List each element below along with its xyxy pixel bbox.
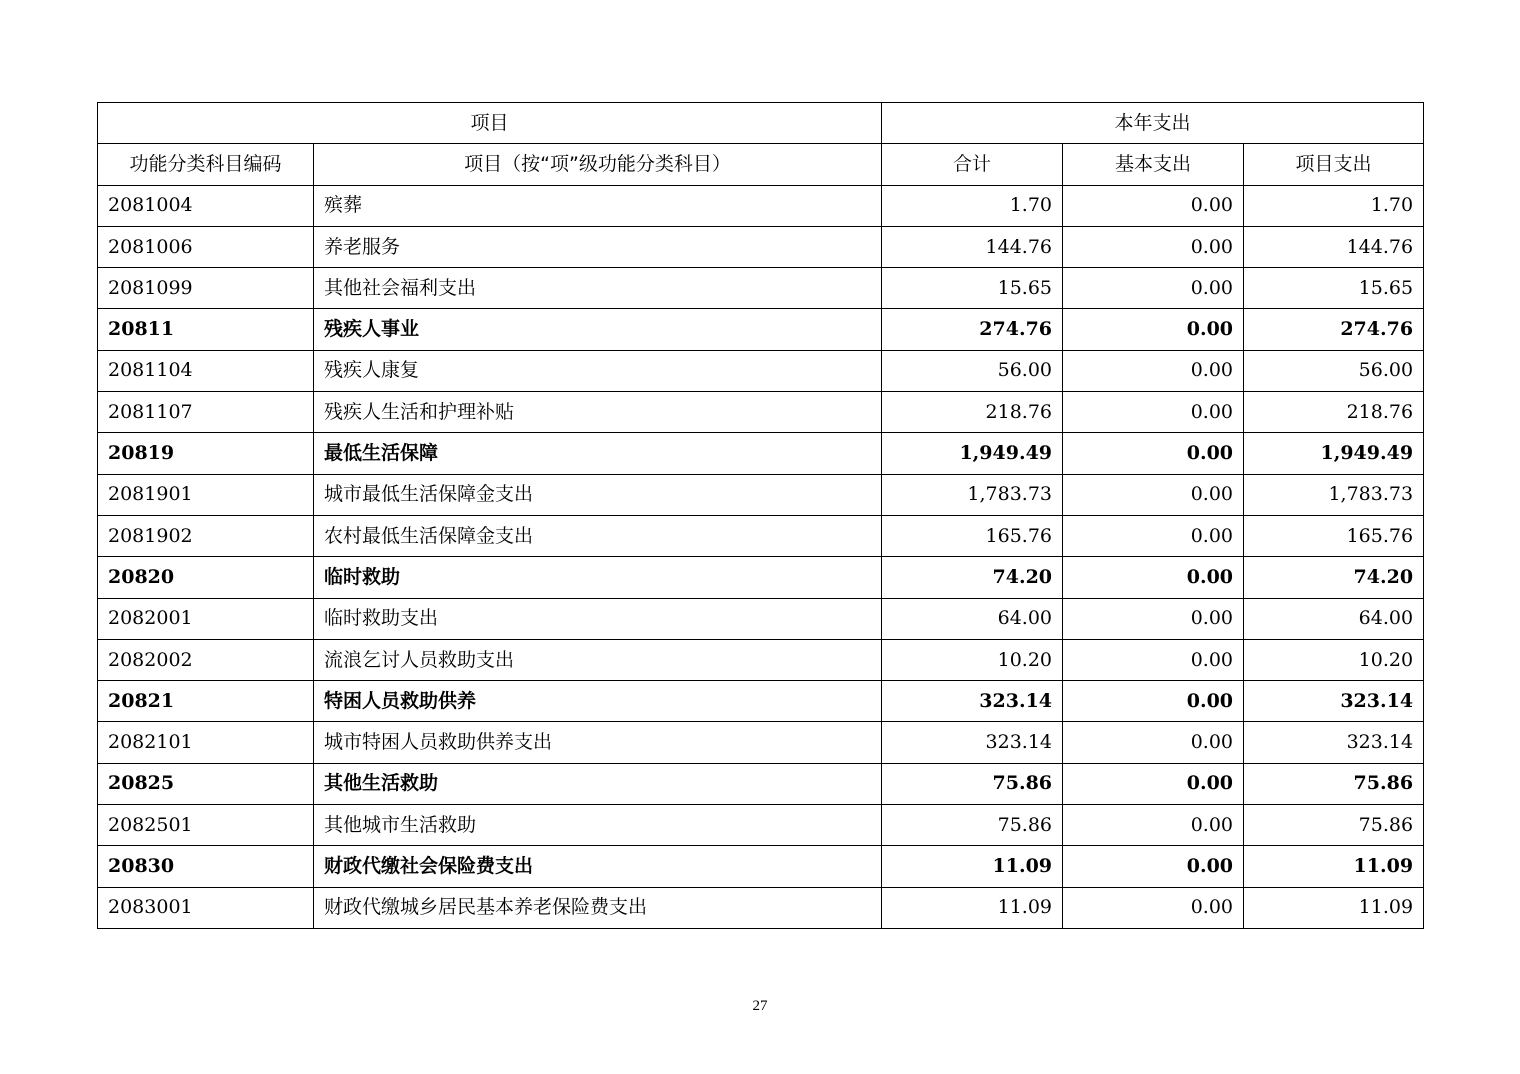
row-code: 20825 xyxy=(98,763,314,804)
table-row xyxy=(98,722,1424,763)
header-row-sub xyxy=(98,144,1424,185)
row-code: 2081902 xyxy=(98,515,314,556)
row-project: 10.20 xyxy=(1244,639,1424,680)
row-total: 11.09 xyxy=(882,846,1063,887)
row-project: 11.09 xyxy=(1244,887,1424,928)
row-total: 323.14 xyxy=(882,681,1063,722)
row-name: 最低生活保障 xyxy=(314,433,882,474)
row-name: 残疾人康复 xyxy=(314,350,882,391)
table-row xyxy=(98,226,1424,267)
row-code: 2082101 xyxy=(98,722,314,763)
row-project: 1.70 xyxy=(1244,185,1424,226)
row-total: 274.76 xyxy=(882,309,1063,350)
row-code: 2083001 xyxy=(98,887,314,928)
row-name: 财政代缴社会保险费支出 xyxy=(314,846,882,887)
header-row-top xyxy=(98,103,1424,144)
row-project: 74.20 xyxy=(1244,557,1424,598)
header-project: 项目 xyxy=(98,103,882,144)
row-name: 流浪乞讨人员救助支出 xyxy=(314,639,882,680)
row-total: 144.76 xyxy=(882,226,1063,267)
row-name: 其他社会福利支出 xyxy=(314,268,882,309)
row-basic: 0.00 xyxy=(1063,433,1244,474)
page-number: 27 xyxy=(752,998,768,1014)
row-name: 临时救助支出 xyxy=(314,598,882,639)
row-basic: 0.00 xyxy=(1063,598,1244,639)
row-project: 56.00 xyxy=(1244,350,1424,391)
row-total: 15.65 xyxy=(882,268,1063,309)
table-row xyxy=(98,887,1424,928)
row-total: 75.86 xyxy=(882,805,1063,846)
row-name: 农村最低生活保障金支出 xyxy=(314,515,882,556)
row-name: 殡葬 xyxy=(314,185,882,226)
row-total: 1,783.73 xyxy=(882,474,1063,515)
row-name: 城市特困人员救助供养支出 xyxy=(314,722,882,763)
row-basic: 0.00 xyxy=(1063,557,1244,598)
row-name: 其他城市生活救助 xyxy=(314,805,882,846)
row-basic: 0.00 xyxy=(1063,805,1244,846)
row-code: 2081004 xyxy=(98,185,314,226)
row-name: 财政代缴城乡居民基本养老保险费支出 xyxy=(314,887,882,928)
row-basic: 0.00 xyxy=(1063,887,1244,928)
table-row xyxy=(98,515,1424,556)
row-basic: 0.00 xyxy=(1063,763,1244,804)
row-project: 75.86 xyxy=(1244,763,1424,804)
row-total: 165.76 xyxy=(882,515,1063,556)
table-row xyxy=(98,309,1424,350)
table-row xyxy=(98,350,1424,391)
row-basic: 0.00 xyxy=(1063,185,1244,226)
row-project: 323.14 xyxy=(1244,722,1424,763)
table-row xyxy=(98,392,1424,433)
row-project: 1,783.73 xyxy=(1244,474,1424,515)
row-basic: 0.00 xyxy=(1063,309,1244,350)
header-total: 合计 xyxy=(882,144,1063,185)
row-basic: 0.00 xyxy=(1063,681,1244,722)
header-project-expense: 项目支出 xyxy=(1244,144,1424,185)
row-code: 20821 xyxy=(98,681,314,722)
table-row xyxy=(98,846,1424,887)
row-total: 218.76 xyxy=(882,392,1063,433)
table-row xyxy=(98,474,1424,515)
row-project: 1,949.49 xyxy=(1244,433,1424,474)
row-code: 20820 xyxy=(98,557,314,598)
row-code: 2081099 xyxy=(98,268,314,309)
header-basic: 基本支出 xyxy=(1063,144,1244,185)
row-basic: 0.00 xyxy=(1063,722,1244,763)
row-basic: 0.00 xyxy=(1063,350,1244,391)
header-current-year-expense: 本年支出 xyxy=(882,103,1424,144)
budget-expense-table xyxy=(97,102,1424,929)
header-code: 功能分类科目编码 xyxy=(98,144,314,185)
table-row xyxy=(98,805,1424,846)
row-name: 临时救助 xyxy=(314,557,882,598)
row-code: 2082501 xyxy=(98,805,314,846)
row-total: 1.70 xyxy=(882,185,1063,226)
header-item-name: 项目（按“项”级功能分类科目） xyxy=(314,144,882,185)
row-project: 165.76 xyxy=(1244,515,1424,556)
table-row xyxy=(98,268,1424,309)
row-total: 1,949.49 xyxy=(882,433,1063,474)
table-row xyxy=(98,639,1424,680)
row-code: 20819 xyxy=(98,433,314,474)
row-code: 2081901 xyxy=(98,474,314,515)
row-basic: 0.00 xyxy=(1063,392,1244,433)
row-project: 15.65 xyxy=(1244,268,1424,309)
row-project: 218.76 xyxy=(1244,392,1424,433)
row-project: 11.09 xyxy=(1244,846,1424,887)
table-row xyxy=(98,185,1424,226)
row-code: 2081104 xyxy=(98,350,314,391)
row-code: 20830 xyxy=(98,846,314,887)
row-total: 10.20 xyxy=(882,639,1063,680)
row-total: 11.09 xyxy=(882,887,1063,928)
row-name: 其他生活救助 xyxy=(314,763,882,804)
table-row xyxy=(98,557,1424,598)
table-row xyxy=(98,598,1424,639)
table-row xyxy=(98,763,1424,804)
row-project: 75.86 xyxy=(1244,805,1424,846)
row-basic: 0.00 xyxy=(1063,639,1244,680)
table-row xyxy=(98,433,1424,474)
row-code: 2081006 xyxy=(98,226,314,267)
row-name: 特困人员救助供养 xyxy=(314,681,882,722)
row-basic: 0.00 xyxy=(1063,515,1244,556)
row-basic: 0.00 xyxy=(1063,474,1244,515)
row-code: 2082002 xyxy=(98,639,314,680)
row-code: 20811 xyxy=(98,309,314,350)
row-total: 56.00 xyxy=(882,350,1063,391)
row-code: 2082001 xyxy=(98,598,314,639)
row-basic: 0.00 xyxy=(1063,846,1244,887)
row-project: 144.76 xyxy=(1244,226,1424,267)
table-row xyxy=(98,681,1424,722)
row-basic: 0.00 xyxy=(1063,226,1244,267)
row-total: 64.00 xyxy=(882,598,1063,639)
row-name: 养老服务 xyxy=(314,226,882,267)
row-total: 74.20 xyxy=(882,557,1063,598)
row-project: 64.00 xyxy=(1244,598,1424,639)
row-basic: 0.00 xyxy=(1063,268,1244,309)
row-code: 2081107 xyxy=(98,392,314,433)
row-project: 323.14 xyxy=(1244,681,1424,722)
row-name: 残疾人生活和护理补贴 xyxy=(314,392,882,433)
row-total: 75.86 xyxy=(882,763,1063,804)
row-project: 274.76 xyxy=(1244,309,1424,350)
row-total: 323.14 xyxy=(882,722,1063,763)
row-name: 城市最低生活保障金支出 xyxy=(314,474,882,515)
row-name: 残疾人事业 xyxy=(314,309,882,350)
